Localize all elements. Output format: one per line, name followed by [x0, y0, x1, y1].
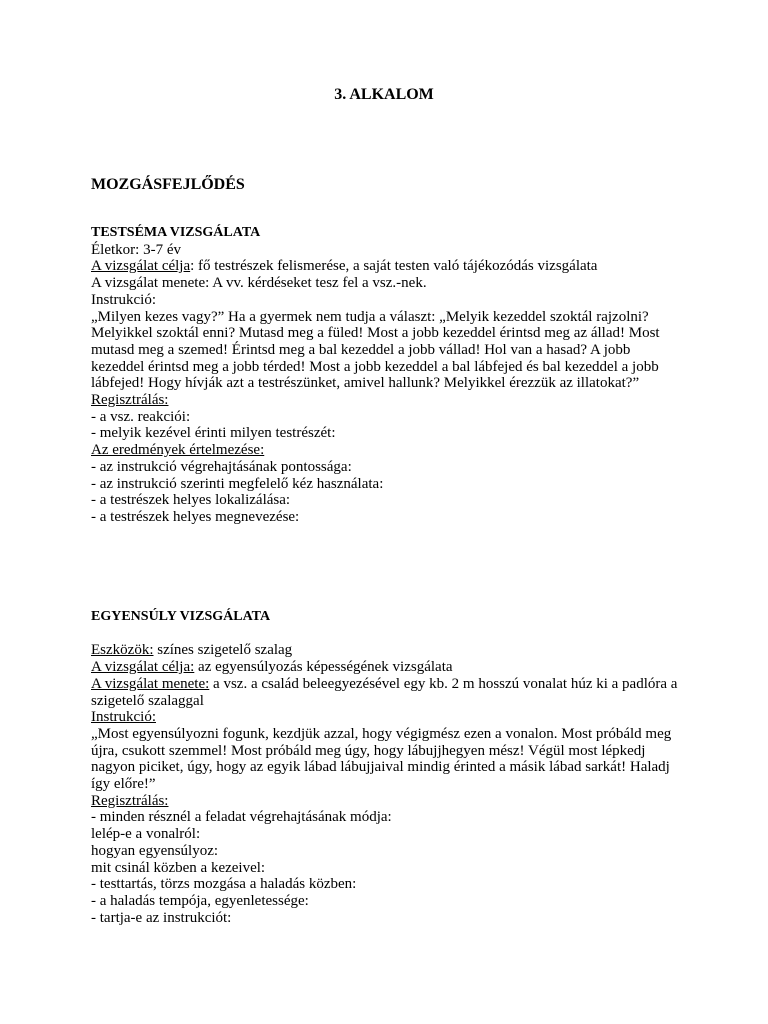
- interpretation-item: - a testrészek helyes lokalizálása:: [91, 492, 291, 509]
- procedure-label: A vizsgálat menete:: [91, 675, 210, 692]
- age-line: Életkor: 3-7 év: [91, 241, 181, 258]
- registration-item: mit csinál közben a kezeivel:: [91, 859, 266, 876]
- egyensuly-section: [91, 609, 681, 926]
- goal-line: [91, 258, 681, 275]
- registration-label: Regisztrálás:: [91, 392, 169, 409]
- tools-text: színes szigetelő szalag: [153, 642, 293, 659]
- document-title: 3. ALKALOM: [334, 86, 434, 103]
- registration-item: - a haladás tempója, egyenletessége:: [91, 892, 309, 909]
- instruction-text: „Milyen kezes vagy?” Ha a gyermek nem tudja a választ: „Melyik kezeddel szoktál rajzolni? Melyikkel szoktál enni? Mutasd meg a füled! Most a jobb kezeddel érintsd meg az állad! Most mutasd meg a szemed! Érintsd meg a bal kezeddel a jobb vállad! Hol van a hasad? A jobb kezeddel érintsd meg a jobb térded! Most a jobb kezeddel a bal lábfejed és bal kezeddel a jobb lábfejed! Hogy hívják azt a testrészünket, amivel hallunk? Melyikkel érezzük az illatokat?”: [91, 308, 660, 392]
- instruction-text: „Most egyensúlyozni fogunk, kezdjük azzal, hogy végigmész ezen a vonalon. Most próbáld meg újra, csukott szemmel! Most próbáld meg úgy, hogy lábujjhegyen mész! Végül most lépkedj nagyon piciket, úgy, hogy az egyik lábad lábujjaival mindig érinted a másik lábad sarkát! Haladj így előre!”: [91, 725, 672, 793]
- goal-line: [91, 659, 681, 676]
- tools-line: [91, 642, 681, 659]
- testsema-section: [91, 225, 681, 526]
- procedure-text: a vsz. a család beleegyezésével egy kb. 2 m hosszú vonalat húz ki a padlóra a szigetelő szalaggal: [91, 675, 678, 709]
- registration-item: - testtartás, törzs mozgása a haladás közben:: [91, 876, 357, 893]
- instruction-label: Instrukció:: [91, 709, 156, 726]
- testsema-heading: TESTSÉMA VIZSGÁLATA: [91, 225, 261, 240]
- registration-item: - tartja-e az instrukciót:: [91, 909, 232, 926]
- goal-text: az egyensúlyozás képességének vizsgálata: [194, 659, 453, 676]
- interpretation-label: Az eredmények értelmezése:: [91, 442, 265, 459]
- goal-text: : fő testrészek felismerése, a saját testen való tájékozódás vizsgálata: [190, 258, 598, 275]
- registration-item: hogyan egyensúlyoz:: [91, 842, 219, 859]
- tools-label: Eszközök:: [91, 642, 154, 659]
- interpretation-item: - a testrészek helyes megnevezése:: [91, 508, 300, 525]
- instruction-label: Instrukció:: [91, 291, 156, 308]
- procedure-line: A vizsgálat menete: A vv. kérdéseket tesz fel a vsz.-nek.: [91, 275, 427, 292]
- egyensuly-heading: EGYENSÚLY VIZSGÁLATA: [91, 609, 271, 624]
- registration-item: lelép-e a vonalról:: [91, 826, 201, 843]
- interpretation-item: - az instrukció szerinti megfelelő kéz használata:: [91, 475, 384, 492]
- goal-label: A vizsgálat célja: [91, 258, 191, 275]
- registration-item: - minden résznél a feladat végrehajtásának módja:: [91, 809, 392, 826]
- procedure-line: [91, 676, 681, 709]
- section-title: MOZGÁSFEJLŐDÉS: [91, 176, 245, 193]
- registration-label: Regisztrálás:: [91, 792, 169, 809]
- registration-item: - melyik kezével érinti milyen testrészét:: [91, 425, 336, 442]
- goal-label: A vizsgálat célja:: [91, 659, 195, 676]
- registration-item: - a vsz. reakciói:: [91, 408, 191, 425]
- interpretation-item: - az instrukció végrehajtásának pontossága:: [91, 458, 352, 475]
